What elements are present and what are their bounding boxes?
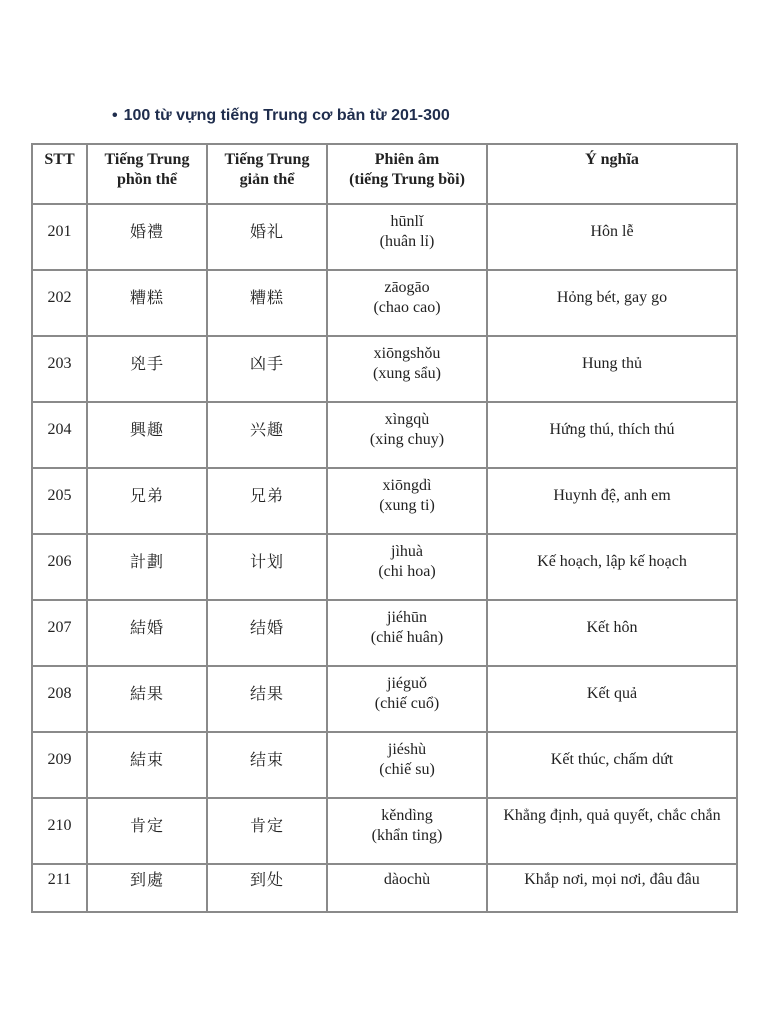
header-meaning: Ý nghĩa [488,145,736,205]
cell-simplified: 结婚 [208,601,328,667]
cell-pinyin: xiōngdì (xung ti) [328,469,488,535]
cell-stt: 204 [33,403,88,469]
cell-pinyin: jìhuà (chi hoa) [328,535,488,601]
cell-simplified: 结束 [208,733,328,799]
cell-traditional: 結束 [88,733,208,799]
cell-stt: 210 [33,799,88,865]
table-row [33,403,736,469]
cell-meaning: Hứng thú, thích thú [488,403,736,469]
cell-simplified: 兄弟 [208,469,328,535]
cell-meaning: Kết quả [488,667,736,733]
cell-stt: 202 [33,271,88,337]
cell-simplified: 糟糕 [208,271,328,337]
cell-simplified: 到处 [208,865,328,911]
cell-traditional: 肯定 [88,799,208,865]
cell-stt: 205 [33,469,88,535]
cell-simplified: 凶手 [208,337,328,403]
cell-pinyin: jiéhūn (chiế huân) [328,601,488,667]
cell-traditional: 兄弟 [88,469,208,535]
cell-stt: 206 [33,535,88,601]
cell-traditional: 糟糕 [88,271,208,337]
cell-stt: 201 [33,205,88,271]
cell-meaning: Khẳng định, quả quyết, chắc chắn [488,799,736,865]
cell-simplified: 婚礼 [208,205,328,271]
cell-stt: 209 [33,733,88,799]
header-simplified: Tiếng Trung giản thể [208,145,328,205]
table-row [33,337,736,403]
cell-stt: 211 [33,865,88,911]
cell-pinyin: jiéguǒ (chiế cuổ) [328,667,488,733]
cell-traditional: 兇手 [88,337,208,403]
table-row [33,271,736,337]
cell-simplified: 结果 [208,667,328,733]
cell-stt: 208 [33,667,88,733]
table-row [33,535,736,601]
cell-meaning: Kế hoạch, lập kế hoạch [488,535,736,601]
cell-meaning: Hỏng bét, gay go [488,271,736,337]
cell-meaning: Kết hôn [488,601,736,667]
cell-simplified: 计划 [208,535,328,601]
cell-pinyin: xiōngshǒu (xung sẩu) [328,337,488,403]
cell-traditional: 結婚 [88,601,208,667]
cell-traditional: 興趣 [88,403,208,469]
cell-pinyin: dàochù [328,865,488,911]
cell-meaning: Huynh đệ, anh em [488,469,736,535]
table-row [33,205,736,271]
table-row [33,865,736,911]
cell-traditional: 到處 [88,865,208,911]
table-row [33,799,736,865]
cell-stt: 207 [33,601,88,667]
table-row [33,667,736,733]
cell-meaning: Hung thủ [488,337,736,403]
cell-meaning: Khắp nơi, mọi nơi, đâu đâu [524,871,700,888]
cell-pinyin: jiéshù (chiế su) [328,733,488,799]
table-header-row [33,145,736,205]
table-row [33,733,736,799]
cell-meaning: Kết thúc, chấm dứt [488,733,736,799]
heading-text: 100 từ vựng tiếng Trung cơ bản từ 201-300 [123,107,450,124]
cell-simplified: 肯定 [208,799,328,865]
table-row [33,469,736,535]
header-stt: STT [33,145,88,205]
cell-pinyin: kěndìng (khẩn ting) [328,799,488,865]
header-pinyin: Phiên âm (tiếng Trung bồi) [328,145,488,205]
cell-meaning: Hôn lễ [488,205,736,271]
cell-traditional: 計劃 [88,535,208,601]
cell-pinyin: xìngqù (xing chuy) [328,403,488,469]
section-heading [112,107,450,125]
header-traditional: Tiếng Trung phồn thể [88,145,208,205]
cell-traditional: 結果 [88,667,208,733]
vocabulary-table [31,143,738,913]
cell-stt: 203 [33,337,88,403]
cell-pinyin: zāogāo (chao cao) [328,271,488,337]
bullet-icon: • [112,107,118,124]
cell-pinyin: hūnlǐ (huân lỉ) [328,205,488,271]
cell-simplified: 兴趣 [208,403,328,469]
cell-traditional: 婚禮 [88,205,208,271]
table-row [33,601,736,667]
